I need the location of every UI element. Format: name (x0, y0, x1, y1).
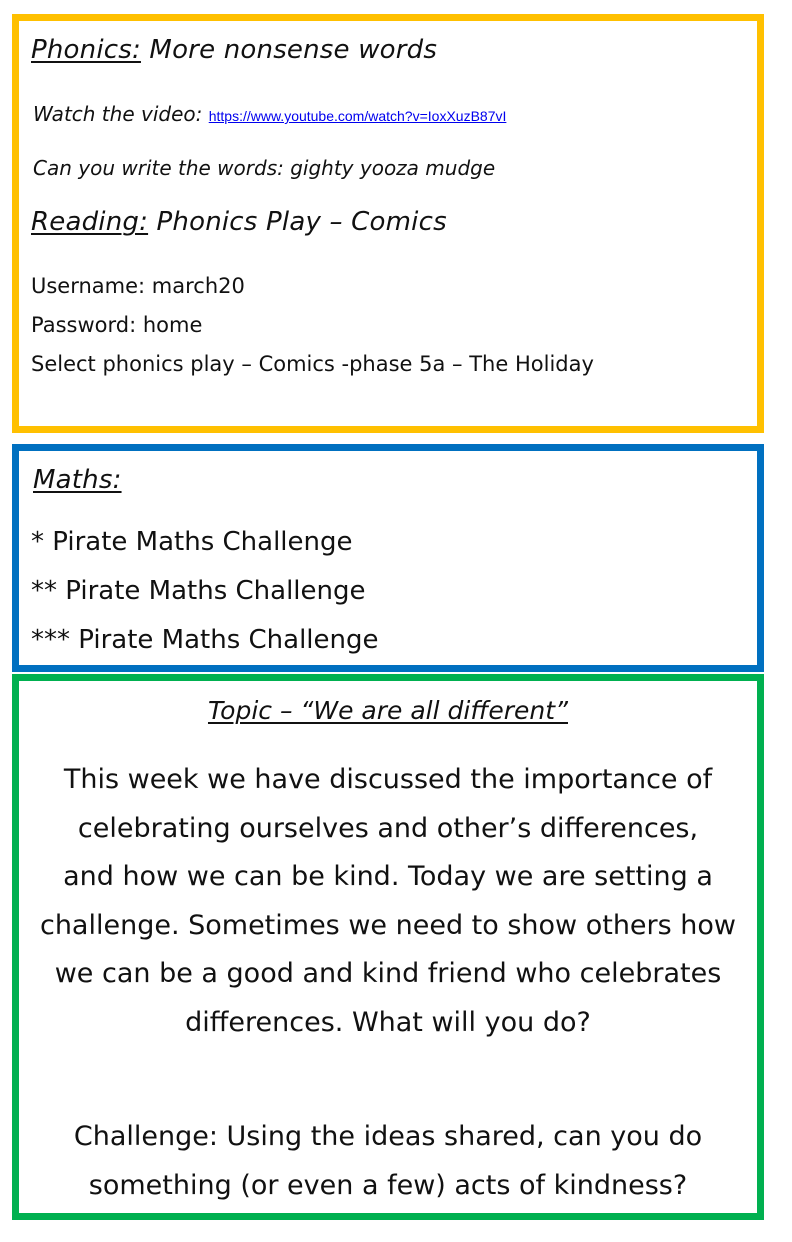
phonics-reading-section (12, 14, 764, 433)
topic-body-line: differences. What will you do? (185, 1006, 591, 1038)
topic-body (19, 756, 757, 1047)
password-line: Password: home (31, 313, 203, 337)
maths-challenge-1-star[interactable]: * Pirate Maths Challenge (31, 527, 353, 557)
topic-body-line: celebrating ourselves and other’s differences, (77, 812, 699, 844)
maths-label: Maths: (33, 465, 122, 495)
topic-section (12, 674, 764, 1220)
topic-heading (19, 696, 757, 725)
topic-challenge-line: something (or even a few) acts of kindness? (88, 1169, 688, 1201)
phonics-title: More nonsense words (140, 35, 438, 65)
phonics-label: Phonics: (31, 35, 141, 65)
reading-label: Reading: (31, 207, 149, 237)
select-instructions: Select phonics play – Comics -phase 5a – The Holiday (31, 352, 594, 376)
topic-body-line: This week we have discussed the importance of (63, 764, 713, 795)
topic-body-line: we can be a good and kind friend who celebrates (54, 958, 722, 989)
maths-section (12, 444, 764, 672)
reading-title: Phonics Play – Comics (148, 207, 447, 237)
reading-heading (31, 207, 447, 237)
phonics-heading (31, 35, 437, 65)
topic-title: Topic – “We are all different” (207, 696, 568, 725)
watch-video-label: Watch the video: (33, 102, 209, 126)
video-link[interactable]: https://www.youtube.com/watch?v=IoxXuzB87vI (208, 108, 507, 124)
username-line: Username: march20 (31, 274, 245, 298)
watch-video-line (33, 102, 506, 126)
topic-body-line: and how we can be kind. Today we are setting a (63, 861, 713, 892)
maths-challenge-3-star[interactable]: *** Pirate Maths Challenge (31, 625, 379, 655)
write-words-prompt: Can you write the words: gighty yooza mudge (33, 156, 496, 180)
maths-challenge-2-star[interactable]: ** Pirate Maths Challenge (31, 576, 366, 606)
maths-heading (33, 465, 122, 495)
topic-challenge (19, 1113, 757, 1210)
topic-body-line: challenge. Sometimes we need to show others how (39, 909, 737, 941)
topic-challenge-line: Challenge: Using the ideas shared, can you do (73, 1121, 703, 1152)
